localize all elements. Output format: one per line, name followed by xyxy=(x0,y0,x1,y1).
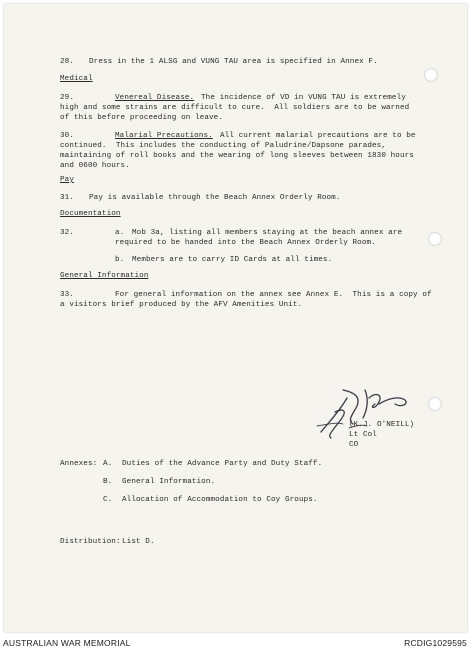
para-30-line3: maintaining of roll books and the wearing of long sleeves between 1830 hours xyxy=(60,152,414,160)
signature-rank: Lt Col xyxy=(349,431,377,439)
annex-a-text: Duties of the Advance Party and Duty Staff. xyxy=(122,460,323,468)
para-32a-line2: required to be handed into the Beach Annex Orderly Room. xyxy=(115,239,376,247)
para-31-number: 31. xyxy=(60,194,74,202)
para-28-number: 28. xyxy=(60,58,74,66)
para-29-number: 29. xyxy=(60,94,74,102)
signature-appointment: CO xyxy=(349,441,359,449)
annex-c-text: Allocation of Accommodation to Coy Groups. xyxy=(122,496,318,504)
footer-record-id: RCDIG1029595 xyxy=(404,638,467,648)
distribution-label: Distribution: xyxy=(60,538,121,546)
punch-hole-top xyxy=(424,68,438,82)
para-29-line2: high and some strains are difficult to cure. All soldiers are to be warned xyxy=(60,104,410,112)
para-33-line2: a visitors brief produced by the AFV Amenities Unit. xyxy=(60,301,303,309)
para-30-line1: All current malarial precautions are to be xyxy=(220,132,416,140)
para-32b-text: Members are to carry ID Cards at all times. xyxy=(132,256,333,264)
signature-name: (K.J. O'NEILL) xyxy=(349,421,415,429)
para-30-number: 30. xyxy=(60,132,74,140)
footer-source-label: AUSTRALIAN WAR MEMORIAL xyxy=(3,638,131,648)
punch-hole-bottom xyxy=(428,397,442,411)
annex-a-letter: A. xyxy=(103,460,113,468)
para-30-title: Malarial Precautions. xyxy=(115,132,213,140)
para-29-title: Venereal Disease. xyxy=(115,94,195,102)
heading-documentation: Documentation xyxy=(60,210,121,218)
para-30-line4: and 0600 hours. xyxy=(60,162,130,170)
heading-general-information: General Information xyxy=(60,272,149,280)
para-29-line1: The incidence of VD in VUNG TAU is extremely xyxy=(201,94,406,102)
annex-b-letter: B. xyxy=(103,478,113,486)
para-33-number: 33. xyxy=(60,291,74,299)
heading-medical: Medical xyxy=(60,75,93,83)
distribution-value: List D. xyxy=(122,538,155,546)
para-32a-line1: Mob 3a, listing all members staying at the beach annex are xyxy=(132,229,403,237)
annex-c-letter: C. xyxy=(103,496,113,504)
para-32a-label: a. xyxy=(115,229,125,237)
para-31-text: Pay is available through the Beach Annex Orderly Room. xyxy=(89,194,341,202)
para-30-line2: continued. This includes the conducting of Paludrine/Dapsone parades, xyxy=(60,142,386,150)
document-page xyxy=(4,4,467,632)
para-32b-label: b. xyxy=(115,256,125,264)
para-29-line3: of this before proceeding on leave. xyxy=(60,114,223,122)
annexes-label: Annexes: xyxy=(60,460,98,468)
para-32-number: 32. xyxy=(60,229,74,237)
punch-hole-middle xyxy=(428,232,442,246)
para-33-line1: For general information on the annex see Annex E. This is a copy of xyxy=(115,291,432,299)
heading-pay: Pay xyxy=(60,176,74,184)
para-28-text: Dress in the 1 ALSG and VUNG TAU area is specified in Annex F. xyxy=(89,58,378,66)
annex-b-text: General Information. xyxy=(122,478,216,486)
